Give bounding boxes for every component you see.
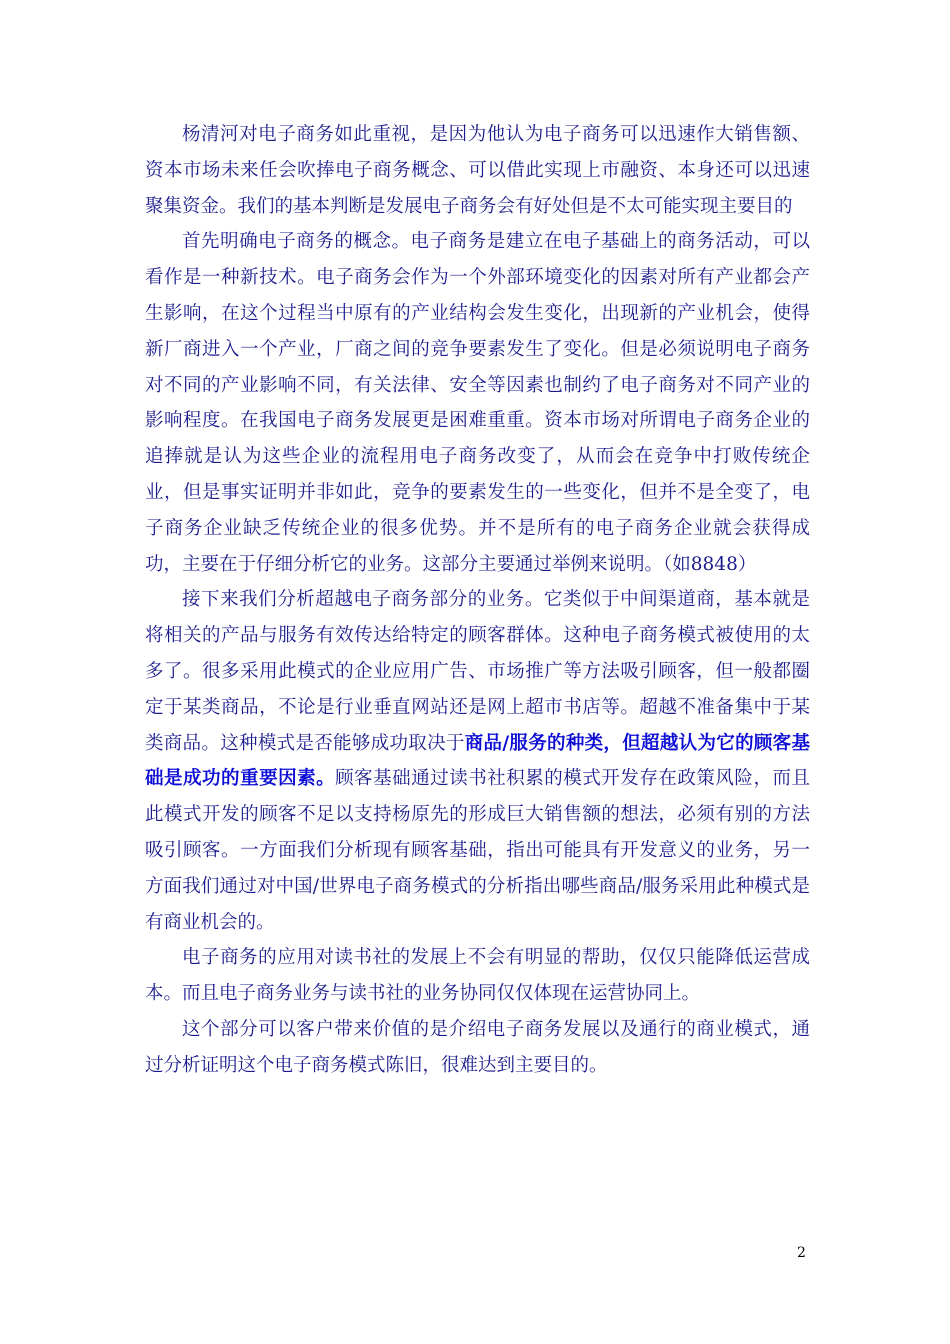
page-number: 2 bbox=[797, 1245, 806, 1261]
paragraph-3-emphasis: 商品/服务的种类，但超越认为它的顾客基础是成功的重要因素。 bbox=[145, 732, 810, 790]
paragraph-5: 这个部分可以客户带来价值的是介绍电子商务发展以及通行的商业模式，通过分析证明这个电子商务模式陈旧，很难达到主要目的。 bbox=[145, 1018, 810, 1076]
document-body bbox=[145, 117, 810, 1084]
paragraph-3-text-after: 顾客基础通过读书社积累的模式开发存在政策风险，而且此模式开发的顾客不足以支持杨原先的形成巨大销售额的想法，必须有别的方法吸引顾客。一方面我们分析现有顾客基础，指出可能具有开发意义的业务，另一方面我们通过对中国/世界电子商务模式的分析指出哪些商品/服务采用此种模式是有商业机会的。 bbox=[145, 768, 810, 933]
paragraph-1: 杨清河对电子商务如此重视，是因为他认为电子商务可以迅速作大销售额、资本市场未来任会吹捧电子商务概念、可以借此实现上市融资、本身还可以迅速聚集资金。我们的基本判断是发展电子商务会有好处但是不太可能实现主要目的 bbox=[145, 124, 810, 217]
paragraph-2: 首先明确电子商务的概念。电子商务是建立在电子基础上的商务活动，可以看作是一种新技术。电子商务会作为一个外部环境变化的因素对所有产业都会产生影响，在这个过程当中原有的产业结构会发生变化，出现新的产业机会，使得新厂商进入一个产业，厂商之间的竞争要素发生了变化。但是必须说明电子商务对不同的产业影响不同，有关法律、安全等因素也制约了电子商务对不同产业的影响程度。在我国电子商务发展更是困难重重。资本市场对所谓电子商务企业的追捧就是认为这些企业的流程用电子商务改变了，从而会在竞争中打败传统企业，但是事实证明并非如此，竞争的要素发生的一些变化，但并不是全变了，电子商务企业缺乏传统企业的很多优势。并不是所有的电子商务企业就会获得成功，主要在于仔细分析它的业务。这部分主要通过举例来说明。（如8848） bbox=[145, 231, 810, 575]
paragraph-4: 电子商务的应用对读书社的发展上不会有明显的帮助，仅仅只能降低运营成本。而且电子商务业务与读书社的业务协同仅仅体现在运营协同上。 bbox=[145, 947, 810, 1005]
paragraph-3 bbox=[145, 582, 810, 940]
paragraph-3-text-before: 接下来我们分析超越电子商务部分的业务。它类似于中间渠道商，基本就是将相关的产品与服务有效传达给特定的顾客群体。这种电子商务模式被使用的太多了。很多采用此模式的企业应用广告、市场推广等方法吸引顾客，但一般都圈定于某类商品，不论是行业垂直网站还是网上超市书店等。超越不准备集中于某类商品。这种模式是否能够成功取决于 bbox=[145, 589, 810, 754]
